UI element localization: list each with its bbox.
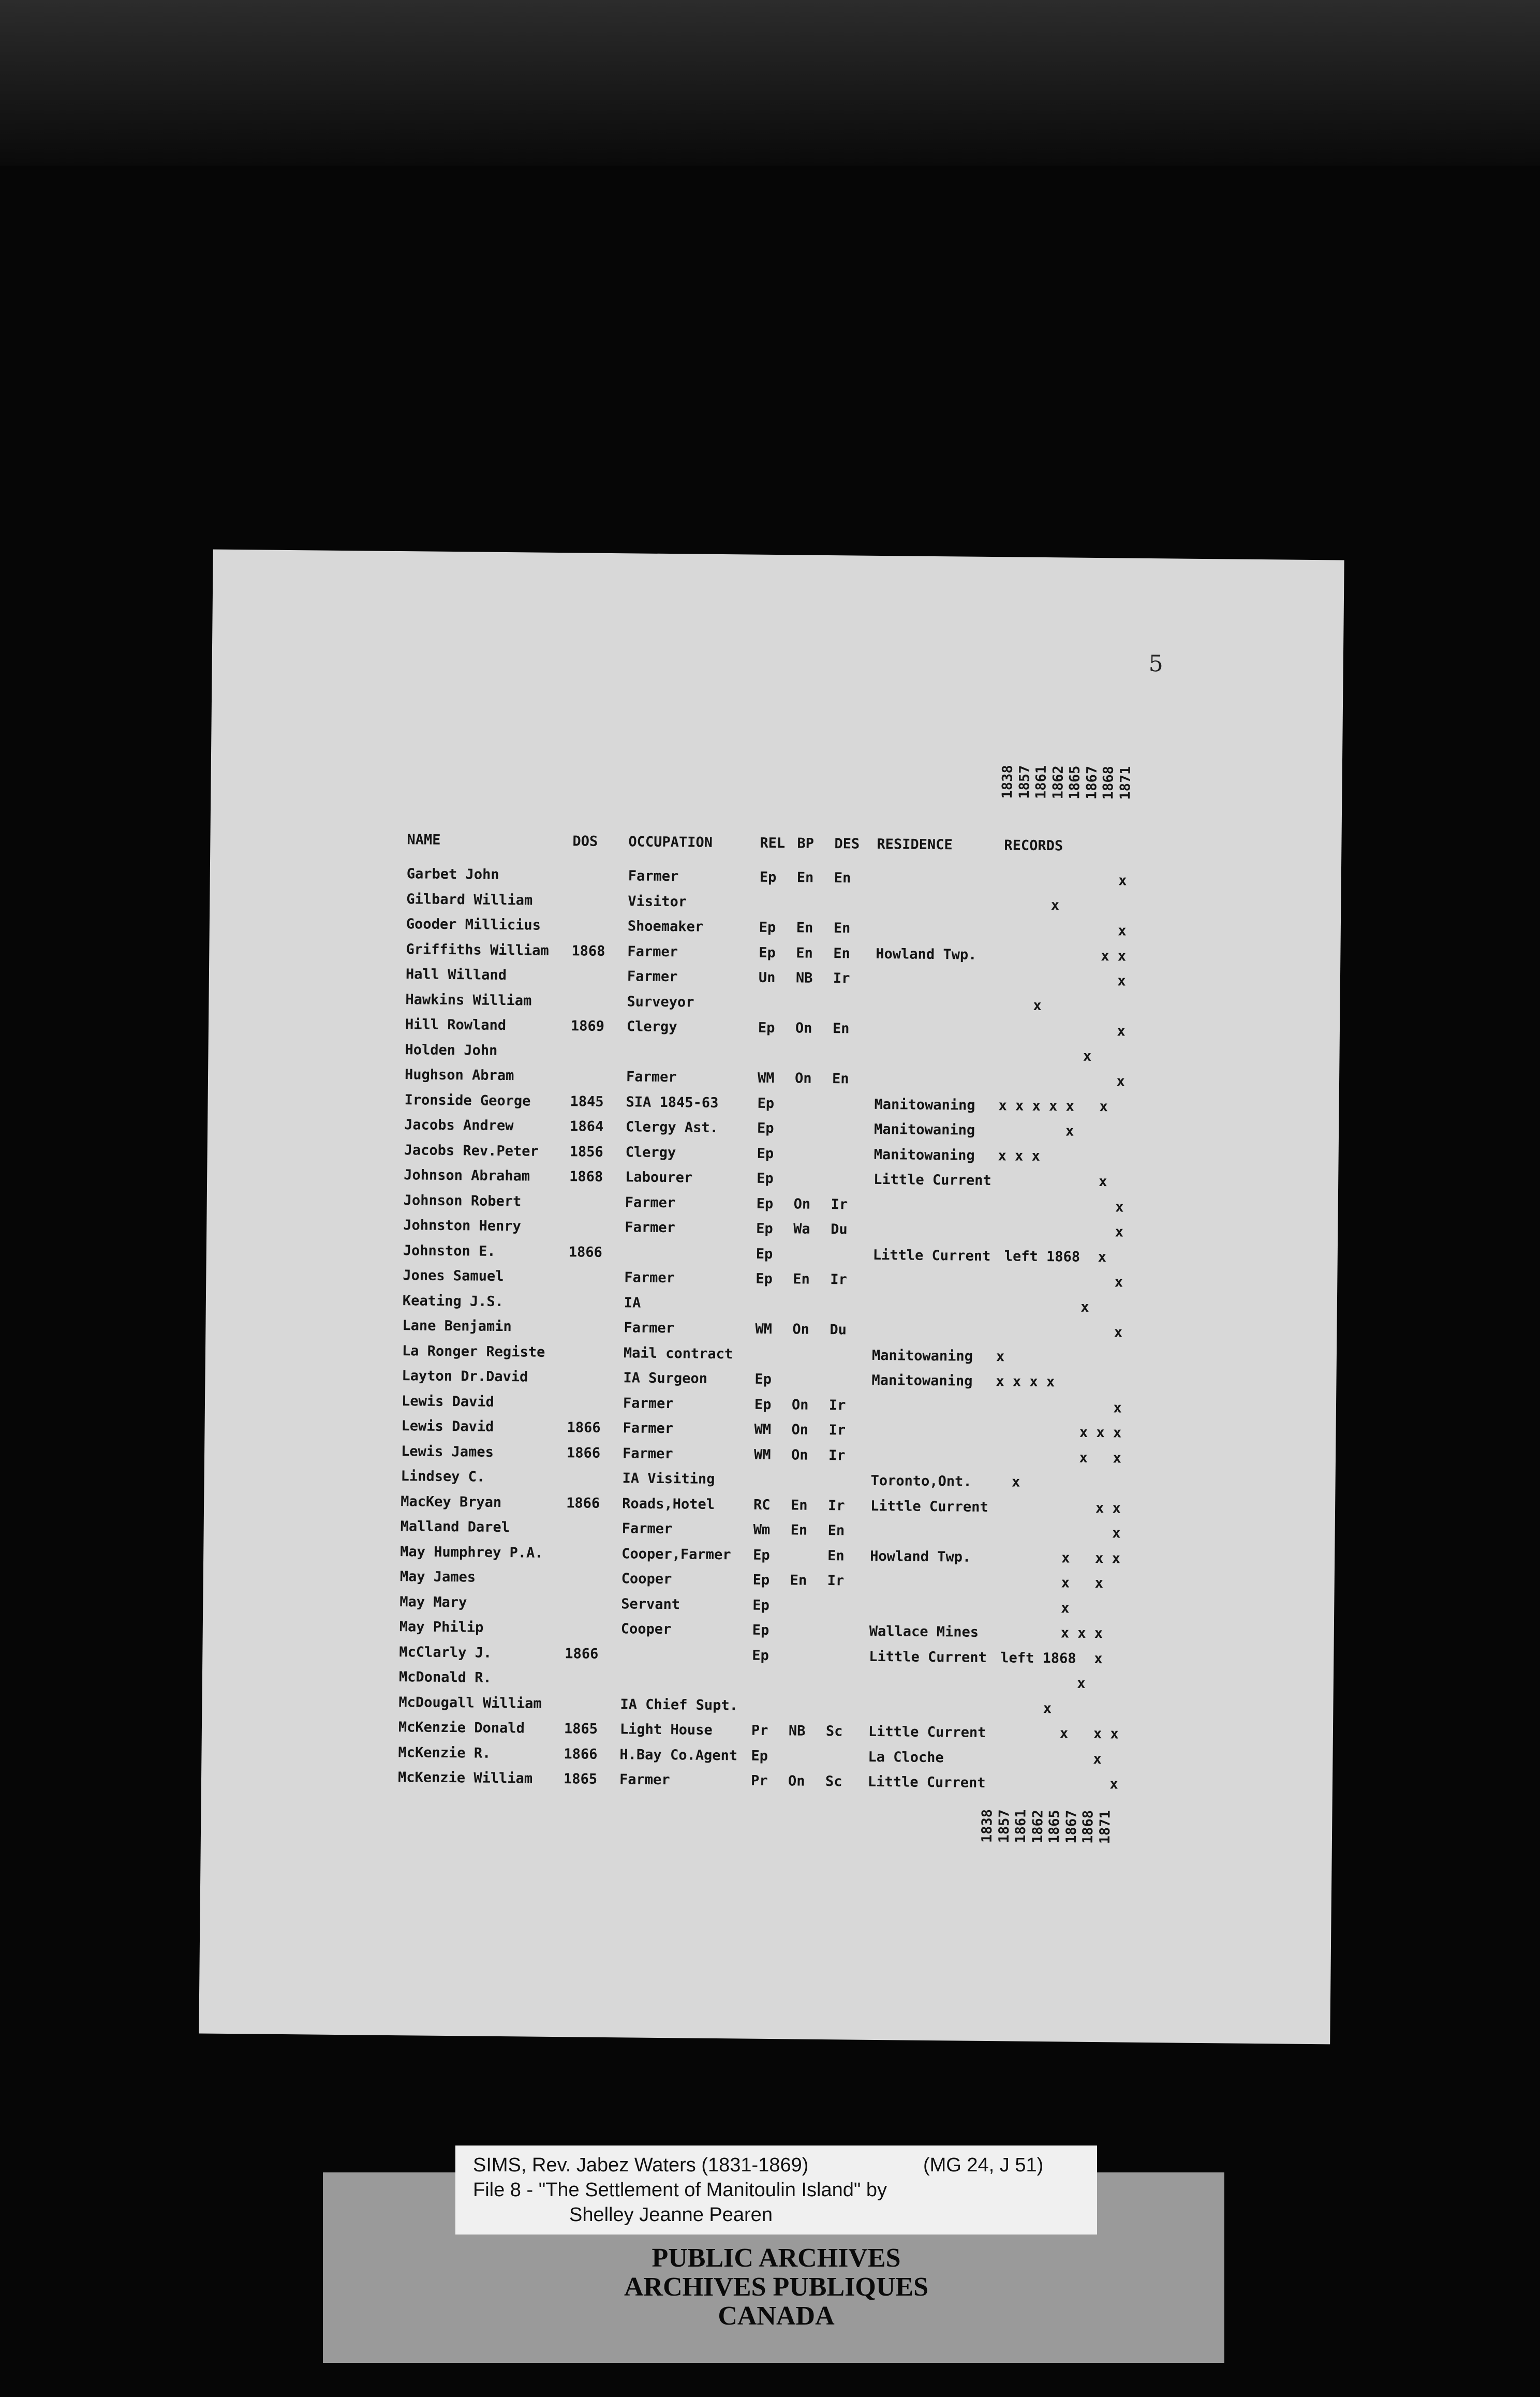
cell-residence: Toronto,Ont.	[870, 1472, 972, 1490]
record-mark-1868: x	[1095, 1550, 1104, 1566]
years-header-top	[213, 550, 1344, 800]
cell-rel: Ep	[756, 1246, 773, 1262]
stamp-line-1: PUBLIC ARCHIVES	[651, 2243, 901, 2273]
record-mark-1868: x	[1093, 1751, 1102, 1767]
cell-dos: 1866	[566, 1495, 600, 1512]
cell-name: May Humphrey P.A.	[400, 1543, 543, 1561]
cell-name: Lindsey C.	[401, 1468, 485, 1485]
scanner-top-shadow	[0, 0, 1540, 166]
cell-name: Johnston Henry	[403, 1217, 522, 1235]
record-mark-1857: x	[1015, 1098, 1024, 1114]
cell-des: Sc	[825, 1773, 842, 1790]
cell-residence: Wallace Mines	[869, 1623, 979, 1640]
record-mark-1838: x	[996, 1373, 1004, 1390]
record-mark-1865: x	[1060, 1625, 1070, 1641]
cell-bp: NB	[795, 970, 813, 986]
cell-residence: Manitowaning	[873, 1121, 975, 1138]
cell-name: Lewis David	[401, 1418, 494, 1435]
record-mark-1838: x	[998, 1097, 1007, 1114]
cell-bp: On	[793, 1195, 811, 1212]
cell-occupation: Farmer	[624, 1320, 675, 1337]
year-label-top-1857: 1857	[1016, 765, 1033, 799]
label-line-1: SIMS, Rev. Jabez Waters (1831-1869)	[473, 2154, 809, 2176]
record-mark-1871: x	[1113, 1425, 1122, 1441]
cell-occupation: Farmer	[622, 1445, 673, 1462]
cell-rel: Ep	[754, 1396, 772, 1413]
cell-rel: Ep	[757, 1095, 775, 1112]
record-mark-1868: x	[1094, 1575, 1104, 1592]
cell-name: Jacobs Rev.Peter	[404, 1142, 539, 1160]
year-label-top-1871: 1871	[1117, 766, 1134, 800]
cell-name: McKenzie William	[397, 1769, 533, 1787]
cell-bp: Wa	[793, 1221, 810, 1237]
cell-bp: On	[792, 1321, 810, 1338]
cell-rel: Ep	[756, 1195, 774, 1212]
record-mark-1871: x	[1109, 1776, 1118, 1793]
cell-name: La Ronger Registe	[402, 1342, 545, 1360]
record-mark-1871: x	[1117, 948, 1127, 965]
cell-rel: Ep	[752, 1647, 769, 1664]
record-mark-1857: x	[1011, 1474, 1020, 1490]
record-mark-1861: x	[1033, 997, 1042, 1014]
cell-dos: 1845	[570, 1093, 604, 1110]
record-mark-1838: x	[996, 1348, 1005, 1365]
record-mark-1868: x	[1094, 1625, 1103, 1642]
cell-rel: Ep	[751, 1748, 768, 1764]
cell-name: Gooder Millicius	[406, 916, 541, 934]
cell-name: McDonald R.	[398, 1669, 492, 1686]
cell-dos: 1856	[569, 1143, 603, 1160]
record-mark-1862: x	[1050, 897, 1060, 913]
record-mark-1868: x	[1101, 948, 1109, 964]
cell-occupation: Roads,Hotel	[622, 1495, 715, 1513]
archive-label	[455, 2146, 1097, 2235]
cell-des: En	[827, 1522, 845, 1539]
cell-occupation: Farmer	[627, 968, 678, 985]
record-mark-1871: x	[1114, 1324, 1123, 1341]
year-label-top-1867: 1867	[1083, 765, 1100, 800]
cell-bp: En	[796, 869, 814, 886]
cell-des: En	[827, 1547, 845, 1564]
cell-occupation: Farmer	[623, 1395, 674, 1412]
cell-residence: Howland Twp.	[870, 1548, 971, 1565]
label-reference: (MG 24, J 51)	[923, 2154, 1044, 2176]
cell-occupation: IA Visiting	[622, 1470, 715, 1487]
cell-rel: WM	[757, 1070, 775, 1087]
cell-name: Hall Willand	[405, 966, 507, 984]
cell-name: Hawkins William	[405, 991, 532, 1009]
record-mark-1871: x	[1114, 1274, 1123, 1291]
record-mark-1868: x	[1094, 1650, 1103, 1667]
record-mark-1865: x	[1065, 1123, 1074, 1140]
cell-dos: 1866	[565, 1645, 599, 1662]
cell-name: May Mary	[399, 1593, 467, 1610]
cell-residence: La Cloche	[868, 1749, 944, 1766]
cell-dos: 1868	[569, 1168, 603, 1185]
cell-name: Griffiths William	[406, 941, 549, 959]
year-label-bottom-1867: 1867	[1063, 1810, 1080, 1844]
cell-name: McKenzie R.	[398, 1744, 491, 1762]
cell-rel: Pr	[750, 1772, 768, 1789]
cell-name: Layton Dr.David	[402, 1368, 528, 1385]
cell-name: McDougall William	[398, 1694, 542, 1712]
cell-bp: On	[794, 1070, 812, 1087]
cell-occupation: Servant	[621, 1595, 680, 1612]
cell-occupation: Farmer	[625, 1219, 675, 1236]
cell-rel: Ep	[757, 1170, 774, 1187]
record-mark-1871: x	[1117, 973, 1126, 989]
cell-des: En	[832, 1020, 850, 1037]
cell-occupation: Farmer	[627, 943, 678, 960]
archives-stamp	[528, 2244, 1025, 2331]
year-label-top-1861: 1861	[1033, 765, 1049, 800]
cell-name: Jones Samuel	[403, 1267, 504, 1285]
cell-occupation: Farmer	[626, 1069, 677, 1086]
cell-rel: Pr	[751, 1722, 768, 1739]
cell-residence: Little Current	[872, 1247, 991, 1264]
record-mark-1871: x	[1118, 923, 1127, 939]
record-mark-1871: x	[1113, 1399, 1122, 1416]
cell-des: Ir	[828, 1422, 846, 1439]
label-line-3: Shelley Jeanne Pearen	[569, 2204, 773, 2226]
cell-name: Garbet John	[406, 866, 499, 883]
record-mark-1868: x	[1099, 1098, 1108, 1115]
cell-occupation: IA	[624, 1294, 641, 1311]
record-mark-1861: x	[1032, 1098, 1041, 1114]
cell-occupation: Clergy	[625, 1144, 676, 1161]
cell-residence: Howland Twp.	[876, 945, 977, 963]
cell-des: En	[834, 870, 851, 886]
cell-rel: Ep	[759, 944, 776, 961]
cell-residence: Little Current	[869, 1648, 987, 1666]
document-page	[199, 550, 1344, 2045]
cell-occupation: Shoemaker	[627, 918, 704, 935]
cell-rel: Ep	[752, 1572, 770, 1588]
cell-occupation: Farmer	[624, 1269, 675, 1286]
cell-bp: On	[791, 1396, 809, 1413]
cell-name: Jacobs Andrew	[404, 1117, 514, 1134]
record-mark-1862: x	[1048, 1098, 1058, 1114]
header-des: DES	[834, 836, 860, 852]
cell-rel: Ep	[757, 1120, 774, 1137]
record-mark-1868: x	[1096, 1425, 1105, 1441]
cell-name: Ironside George	[404, 1091, 531, 1109]
cell-rel: Ep	[757, 1145, 774, 1162]
cell-des: En	[833, 920, 851, 937]
record-mark-1857: x	[1014, 1148, 1024, 1164]
cell-dos: 1866	[567, 1419, 601, 1436]
cell-rel: Wm	[753, 1521, 771, 1538]
record-mark-1865: x	[1065, 1098, 1074, 1115]
cell-residence: Manitowaning	[873, 1146, 975, 1164]
record-mark-1871: x	[1117, 1023, 1126, 1040]
cell-residence: Little Current	[870, 1498, 988, 1515]
page-number: 5	[1148, 650, 1164, 677]
cell-name: Hill Rowland	[405, 1016, 507, 1034]
cell-des: Ir	[827, 1573, 845, 1589]
cell-occupation: Cooper,Farmer	[621, 1545, 731, 1563]
cell-name: May Philip	[399, 1619, 484, 1636]
year-label-bottom-1857: 1857	[996, 1809, 1013, 1843]
cell-name: Hughson Abram	[404, 1067, 514, 1084]
record-mark-1857: x	[1012, 1373, 1021, 1390]
cell-name: Holden John	[405, 1041, 498, 1059]
year-label-bottom-1871: 1871	[1097, 1810, 1114, 1844]
record-mark-1871: x	[1115, 1224, 1124, 1240]
cell-occupation: Farmer	[619, 1771, 670, 1788]
record-mark-1865: x	[1059, 1725, 1069, 1742]
cell-bp: En	[790, 1572, 807, 1589]
header-rel: REL	[760, 835, 786, 852]
cell-rel: Ep	[753, 1547, 770, 1563]
cell-residence: Little Current	[868, 1723, 986, 1741]
header-dos: DOS	[572, 833, 598, 850]
cell-bp: On	[791, 1422, 809, 1438]
record-mark-1865: x	[1061, 1575, 1070, 1591]
cell-note: left 1868	[1000, 1649, 1076, 1667]
year-label-bottom-1861: 1861	[1012, 1809, 1029, 1843]
cell-occupation: Farmer	[628, 868, 679, 885]
record-mark-1868: x	[1093, 1726, 1102, 1742]
cell-bp: NB	[788, 1723, 806, 1739]
record-mark-1838: x	[998, 1147, 1007, 1164]
cell-des: Ir	[827, 1497, 845, 1514]
record-mark-1867: x	[1077, 1675, 1086, 1692]
cell-des: Ir	[831, 1196, 848, 1212]
cell-des: Sc	[825, 1723, 843, 1740]
record-mark-1865: x	[1061, 1600, 1070, 1617]
record-mark-1868: x	[1095, 1500, 1104, 1516]
cell-rel: WM	[755, 1321, 773, 1338]
cell-name: May James	[399, 1569, 476, 1586]
cell-occupation: Clergy Ast.	[625, 1119, 719, 1136]
cell-occupation: Cooper	[620, 1621, 672, 1638]
record-mark-1868: x	[1099, 1174, 1107, 1190]
cell-occupation: Surveyor	[627, 993, 694, 1011]
header-residence: RESIDENCE	[877, 836, 953, 853]
cell-name: Keating J.S.	[402, 1292, 504, 1310]
year-label-bottom-1865: 1865	[1046, 1810, 1063, 1844]
record-mark-1871: x	[1112, 1500, 1121, 1516]
cell-occupation: Mail contract	[623, 1344, 733, 1362]
cell-des: Du	[831, 1221, 848, 1238]
cell-name: McClarly J.	[399, 1644, 492, 1661]
year-label-top-1838: 1838	[999, 765, 1016, 799]
cell-bp: On	[795, 1020, 812, 1037]
cell-dos: 1866	[564, 1745, 598, 1763]
cell-dos: 1866	[566, 1444, 601, 1461]
cell-bp: On	[791, 1446, 808, 1463]
record-mark-1867: x	[1079, 1424, 1088, 1441]
cell-name: Johnson Abraham	[404, 1167, 530, 1185]
cell-des: Ir	[828, 1397, 846, 1413]
cell-rel: Ep	[759, 869, 777, 886]
cell-occupation: Visitor	[628, 893, 687, 910]
record-mark-1867: x	[1083, 1048, 1092, 1064]
cell-name: MacKey Bryan	[401, 1493, 502, 1511]
cell-occupation: Light House	[619, 1721, 713, 1738]
cell-rel: Un	[758, 969, 776, 986]
cell-occupation: Labourer	[625, 1169, 693, 1186]
cell-name: Lewis James	[401, 1443, 494, 1460]
cell-dos: 1864	[569, 1118, 604, 1135]
record-mark-1867: x	[1079, 1449, 1088, 1466]
cell-residence: Little Current	[873, 1171, 991, 1189]
record-mark-1862: x	[1046, 1374, 1055, 1390]
header-name: NAME	[407, 832, 441, 848]
cell-des: Du	[830, 1322, 847, 1338]
record-mark-1862: x	[1043, 1700, 1052, 1717]
cell-rel: Ep	[756, 1220, 773, 1237]
year-label-top-1862: 1862	[1049, 765, 1067, 800]
cell-rel: WM	[753, 1446, 771, 1463]
cell-rel: Ep	[754, 1371, 772, 1388]
cell-name: McKenzie Donald	[398, 1719, 525, 1737]
header-bp: BP	[797, 835, 815, 852]
cell-bp: En	[793, 1271, 810, 1288]
cell-occupation: IA Surgeon	[623, 1370, 708, 1387]
cell-bp: On	[788, 1773, 805, 1789]
cell-occupation: Farmer	[623, 1420, 674, 1437]
cell-occupation: IA Chief Supt.	[620, 1696, 738, 1713]
year-label-bottom-1868: 1868	[1079, 1810, 1097, 1844]
cell-dos: 1865	[563, 1771, 598, 1787]
cell-occupation: SIA 1845-63	[626, 1093, 719, 1111]
record-mark-1868: x	[1098, 1249, 1107, 1265]
cell-residence: Manitowaning	[871, 1347, 973, 1365]
record-mark-1871: x	[1116, 1073, 1125, 1090]
record-mark-1867: x	[1077, 1625, 1086, 1641]
year-label-top-1868: 1868	[1100, 766, 1117, 800]
cell-dos: 1868	[571, 942, 605, 959]
cell-bp: En	[790, 1497, 808, 1514]
cell-bp: En	[796, 944, 813, 961]
stamp-line-2: ARCHIVES PUBLIQUES	[624, 2272, 929, 2302]
header-occupation: OCCUPATION	[628, 834, 713, 851]
cell-occupation: Farmer	[621, 1520, 673, 1537]
cell-occupation: Farmer	[625, 1194, 676, 1211]
cell-residence: Manitowaning	[871, 1372, 973, 1389]
cell-occupation: Clergy	[626, 1018, 677, 1035]
record-mark-1865: x	[1061, 1549, 1070, 1566]
cell-residence: Little Current	[867, 1773, 986, 1792]
record-mark-1871: x	[1110, 1726, 1119, 1742]
year-label-bottom-1862: 1862	[1029, 1809, 1046, 1844]
label-line-2: File 8 - "The Settlement of Manitoulin Island" by	[473, 2179, 887, 2201]
cell-rel: Ep	[756, 1270, 773, 1288]
cell-name: Malland Darel	[400, 1518, 510, 1536]
cell-bp: En	[796, 920, 813, 936]
cell-rel: WM	[754, 1421, 772, 1438]
cell-dos: 1869	[570, 1018, 605, 1034]
cell-name: Lewis David	[401, 1393, 494, 1410]
cell-des: Ir	[830, 1271, 847, 1288]
record-mark-1871: x	[1112, 1550, 1121, 1566]
year-label-top-1865: 1865	[1067, 765, 1083, 800]
cell-name: Johnston E.	[403, 1242, 496, 1260]
record-mark-1871: x	[1118, 872, 1127, 889]
cell-dos: 1866	[568, 1244, 602, 1261]
year-label-bottom-1838: 1838	[979, 1809, 996, 1843]
cell-name: Gilbard William	[406, 891, 533, 909]
cell-note: left 1868	[1004, 1248, 1080, 1265]
cell-rel: Ep	[752, 1622, 769, 1638]
cell-rel: Ep	[759, 919, 776, 936]
cell-rel: Ep	[758, 1019, 775, 1037]
cell-des: Ir	[833, 970, 850, 987]
cell-residence: Manitowaning	[874, 1096, 975, 1114]
cell-rel: Ep	[752, 1597, 769, 1614]
record-mark-1867: x	[1080, 1299, 1089, 1315]
cell-dos: 1865	[564, 1721, 598, 1737]
cell-des: Ir	[828, 1447, 846, 1463]
cell-occupation: Cooper	[621, 1571, 672, 1588]
record-mark-1871: x	[1113, 1449, 1121, 1467]
record-mark-1871: x	[1115, 1198, 1124, 1216]
cell-name: Lane Benjamin	[402, 1318, 512, 1335]
cell-name: Johnson Robert	[403, 1192, 522, 1209]
record-mark-1861: x	[1029, 1373, 1038, 1390]
record-mark-1861: x	[1031, 1148, 1041, 1164]
stamp-line-3: CANADA	[718, 2301, 835, 2331]
cell-bp: En	[790, 1522, 808, 1538]
record-mark-1871: x	[1112, 1525, 1121, 1542]
cell-rel: RC	[753, 1497, 771, 1513]
cell-occupation: H.Bay Co.Agent	[619, 1746, 738, 1764]
header-records: RECORDS	[1004, 837, 1063, 854]
cell-des: En	[832, 1071, 849, 1087]
cell-des: En	[833, 945, 851, 961]
